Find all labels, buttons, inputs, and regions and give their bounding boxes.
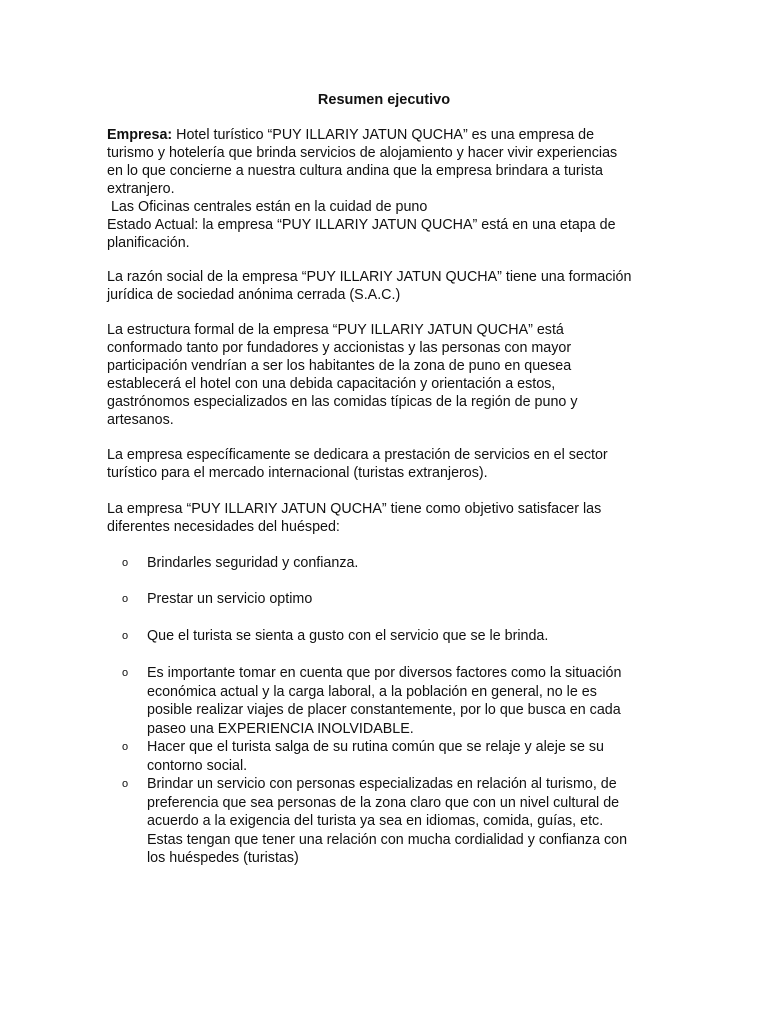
dedicacion-line: turístico para el mercado internacional (turistas extranjeros). bbox=[107, 465, 488, 481]
objetivo-line: diferentes necesidades del huésped: bbox=[107, 519, 340, 535]
bullet-line: los huéspedes (turistas) bbox=[147, 850, 299, 866]
oficinas-line: Las Oficinas centrales están en la cuidad de puno bbox=[107, 199, 428, 215]
estructura-line: participación vendrían a ser los habitantes de la zona de puno en quesea bbox=[107, 358, 572, 374]
bullet-marker: o bbox=[122, 557, 129, 569]
empresa-line: en lo que concierne a nuestra cultura andina que la empresa brindara a turista bbox=[107, 163, 603, 179]
dedicacion-paragraph bbox=[107, 446, 667, 482]
estructura-paragraph bbox=[107, 321, 667, 429]
bullet-marker: o bbox=[122, 741, 129, 753]
bullet-line: Estas tengan que tener una relación con mucha cordialidad y confianza con bbox=[147, 831, 628, 848]
estructura-line: gastrónomos especializados en las comidas típicas de la región de puno y bbox=[107, 394, 578, 410]
empresa-line: extranjero. bbox=[107, 181, 175, 197]
empresa-line: turismo y hotelería que brinda servicios de alojamiento y hacer vivir experiencias bbox=[107, 145, 618, 161]
estructura-line: La estructura formal de la empresa “PUY ILLARIY JATUN QUCHA” está bbox=[107, 322, 564, 338]
bullet-line: paseo una EXPERIENCIA INOLVIDABLE. bbox=[147, 720, 414, 737]
estructura-line: conformado tanto por fundadores y accionistas y las personas con mayor bbox=[107, 340, 572, 356]
razon-social-line: La razón social de la empresa “PUY ILLARIY JATUN QUCHA” tiene una formación bbox=[107, 269, 632, 285]
estado-line: Estado Actual: la empresa “PUY ILLARIY JATUN QUCHA” está en una etapa de bbox=[107, 217, 616, 233]
bullet-marker: o bbox=[122, 667, 129, 679]
empresa-line: Hotel turístico “PUY ILLARIY JATUN QUCHA” es una empresa de bbox=[172, 127, 595, 143]
bullet-line: Prestar un servicio optimo bbox=[147, 591, 313, 607]
bullet-line: Brindarles seguridad y confianza. bbox=[147, 555, 359, 571]
estado-line: planificación. bbox=[107, 235, 190, 251]
bullet-line: posible realizar viajes de placer constantemente, por lo que busca en cada bbox=[147, 702, 621, 718]
dedicacion-line: La empresa específicamente se dedicara a prestación de servicios en el sector bbox=[107, 447, 608, 463]
bullet-line: Brindar un servicio con personas especializadas en relación al turismo, de bbox=[147, 776, 617, 792]
razon-social-paragraph bbox=[107, 268, 667, 304]
objetivo-paragraph bbox=[107, 500, 667, 536]
bullet-line: preferencia que sea personas de la zona claro que con un nivel cultural de bbox=[147, 794, 620, 811]
bullet-marker: o bbox=[122, 630, 129, 642]
document-title: Resumen ejecutivo bbox=[317, 92, 451, 108]
empresa-label: Empresa: bbox=[107, 127, 173, 143]
bullet-line: Hacer que el turista salga de su rutina común que se relaje y aleje se su bbox=[147, 739, 604, 755]
bullet-marker: o bbox=[122, 593, 129, 605]
empresa-paragraph bbox=[107, 126, 667, 252]
bullet-line: acuerdo a la exigencia del turista ya sea en idiomas, comida, guías, etc. bbox=[147, 813, 604, 829]
bullet-line: Que el turista se sienta a gusto con el servicio que se le brinda. bbox=[147, 628, 549, 644]
objetivo-line: La empresa “PUY ILLARIY JATUN QUCHA” tiene como objetivo satisfacer las bbox=[107, 501, 602, 517]
estructura-line: artesanos. bbox=[107, 412, 174, 428]
bullet-line: económica actual y la carga laboral, a la población en general, no le es bbox=[147, 683, 597, 700]
bullet-line: Es importante tomar en cuenta que por diversos factores como la situación bbox=[147, 665, 622, 681]
estructura-line: establecerá el hotel con una debida capacitación y orientación a estos, bbox=[107, 376, 556, 392]
bullet-marker: o bbox=[122, 778, 129, 790]
razon-social-line: jurídica de sociedad anónima cerrada (S.A.C.) bbox=[107, 287, 401, 303]
bullet-line: contorno social. bbox=[147, 757, 248, 774]
